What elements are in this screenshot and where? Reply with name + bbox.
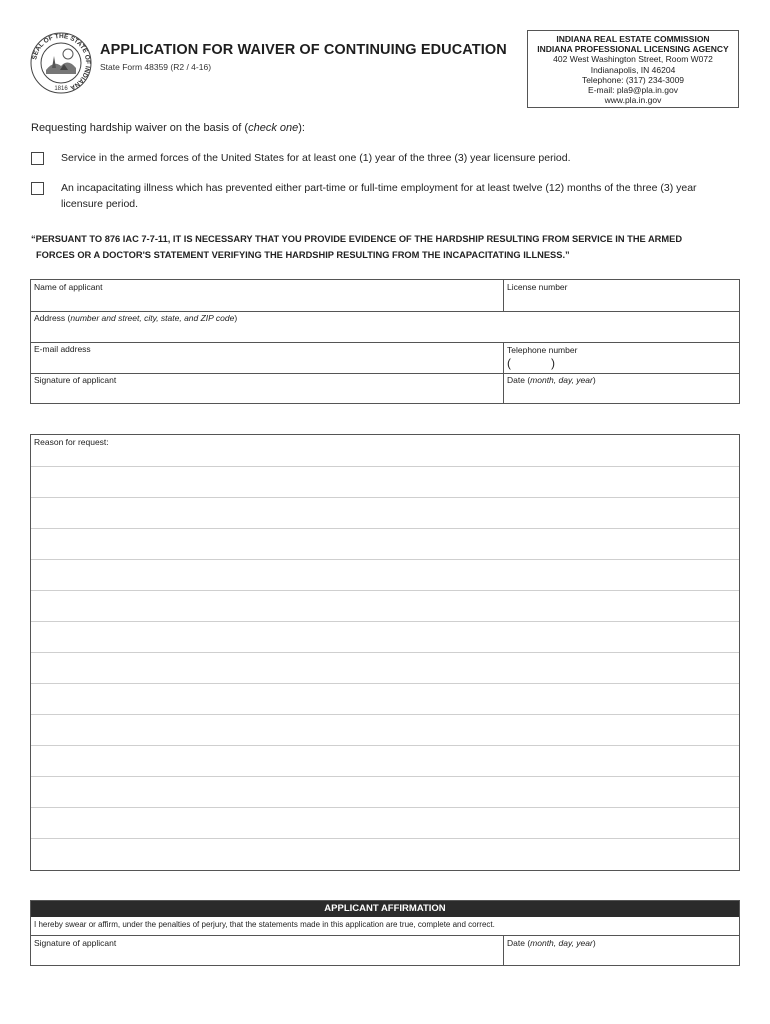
reason-ruled-line xyxy=(31,683,739,684)
agency-info-box xyxy=(527,30,739,108)
name-label: Name of applicant xyxy=(34,282,103,292)
reason-ruled-line xyxy=(31,621,739,622)
telephone-label: Telephone number xyxy=(507,345,578,355)
agency-website: www.pla.in.gov xyxy=(604,95,662,106)
agency-city: Indianapolis, IN 46204 xyxy=(590,64,676,75)
reason-ruled-line xyxy=(31,497,739,498)
address-field[interactable] xyxy=(31,311,739,342)
reason-ruled-line xyxy=(31,652,739,653)
affirmation-statement: I hereby swear or affirm, under the penalties of perjury, that the statements made in this application are true, complete and correct. xyxy=(34,920,495,929)
agency-email: E-mail: pla9@pla.in.gov xyxy=(588,85,678,96)
signature-label: Signature of applicant xyxy=(34,375,117,385)
svg-text:SEAL OF THE STATE OF INDIANA xyxy=(31,33,91,91)
request-basis-label: Requesting hardship waiver on the basis of (check one): xyxy=(31,122,305,134)
armed-forces-option-text: Service in the armed forces of the United States for at least one (1) year of the three (3) year licensure period. xyxy=(61,152,571,164)
reason-label: Reason for request: xyxy=(34,437,109,447)
email-label: E-mail address xyxy=(34,344,91,354)
armed-forces-checkbox[interactable] xyxy=(31,152,44,165)
agency-commission: INDIANA REAL ESTATE COMMISSION xyxy=(556,34,710,44)
name-field[interactable] xyxy=(31,280,503,311)
seal-year: 1816 xyxy=(54,86,68,92)
form-number: State Form 48359 (R2 / 4-16) xyxy=(100,62,212,72)
affirmation-heading: APPLICANT AFFIRMATION xyxy=(31,901,739,917)
telephone-area-code-parens: ( ) xyxy=(507,356,555,370)
date-label: Date (month, day, year) xyxy=(507,375,596,385)
reason-ruled-line xyxy=(31,776,739,777)
license-label: License number xyxy=(507,282,568,292)
affirmation-signature-label: Signature of applicant xyxy=(34,938,117,948)
affirmation-date-field[interactable] xyxy=(504,936,739,966)
date-field[interactable] xyxy=(504,373,739,404)
indiana-seal-icon xyxy=(30,32,92,94)
reason-ruled-line xyxy=(31,714,739,715)
notice-line-1: “PERSUANT TO 876 IAC 7-7-11, IT IS NECESSARY THAT YOU PROVIDE EVIDENCE OF THE HARDSHIP RESULTING FROM SERVICE IN THE ARMED xyxy=(31,234,683,244)
signature-field[interactable] xyxy=(31,373,503,404)
notice-line-2: FORCES OR A DOCTOR'S STATEMENT VERIFYING THE HARDSHIP RESULTING FROM THE INCAPACITATING ILLNESS.” xyxy=(36,249,570,260)
agency-address: 402 West Washington Street, Room W072 xyxy=(553,54,713,65)
state-seal xyxy=(30,32,92,94)
affirmation-signature-field[interactable] xyxy=(31,936,503,966)
address-label: Address (number and street, city, state, and ZIP code) xyxy=(34,313,238,323)
reason-ruled-line xyxy=(31,838,739,839)
agency-telephone: Telephone: (317) 234-3009 xyxy=(581,74,685,85)
license-number-field[interactable] xyxy=(504,280,739,311)
illness-checkbox[interactable] xyxy=(31,182,44,195)
reason-ruled-line xyxy=(31,807,739,808)
telephone-field[interactable] xyxy=(504,342,739,373)
reason-ruled-line xyxy=(31,528,739,529)
applicant-affirmation-box xyxy=(30,900,740,966)
form-title: APPLICATION FOR WAIVER OF CONTINUING EDUCATION xyxy=(100,42,507,58)
reason-for-request-box[interactable] xyxy=(30,434,740,871)
applicant-info-grid xyxy=(30,279,740,404)
reason-ruled-line xyxy=(31,466,739,467)
reason-ruled-line xyxy=(31,590,739,591)
affirmation-date-label: Date (month, day, year) xyxy=(507,938,596,948)
email-field[interactable] xyxy=(31,342,503,373)
legal-notice xyxy=(31,232,746,263)
agency-name: INDIANA PROFESSIONAL LICENSING AGENCY xyxy=(537,44,729,55)
illness-option-text: An incapacitating illness which has prevented either part-time or full-time employment for at least twelve (12) months of the three (3) year licensure period. xyxy=(61,182,697,210)
reason-ruled-line xyxy=(31,559,739,560)
reason-ruled-line xyxy=(31,745,739,746)
seal-ring-text: SEAL OF THE STATE OF INDIANA xyxy=(31,32,92,91)
